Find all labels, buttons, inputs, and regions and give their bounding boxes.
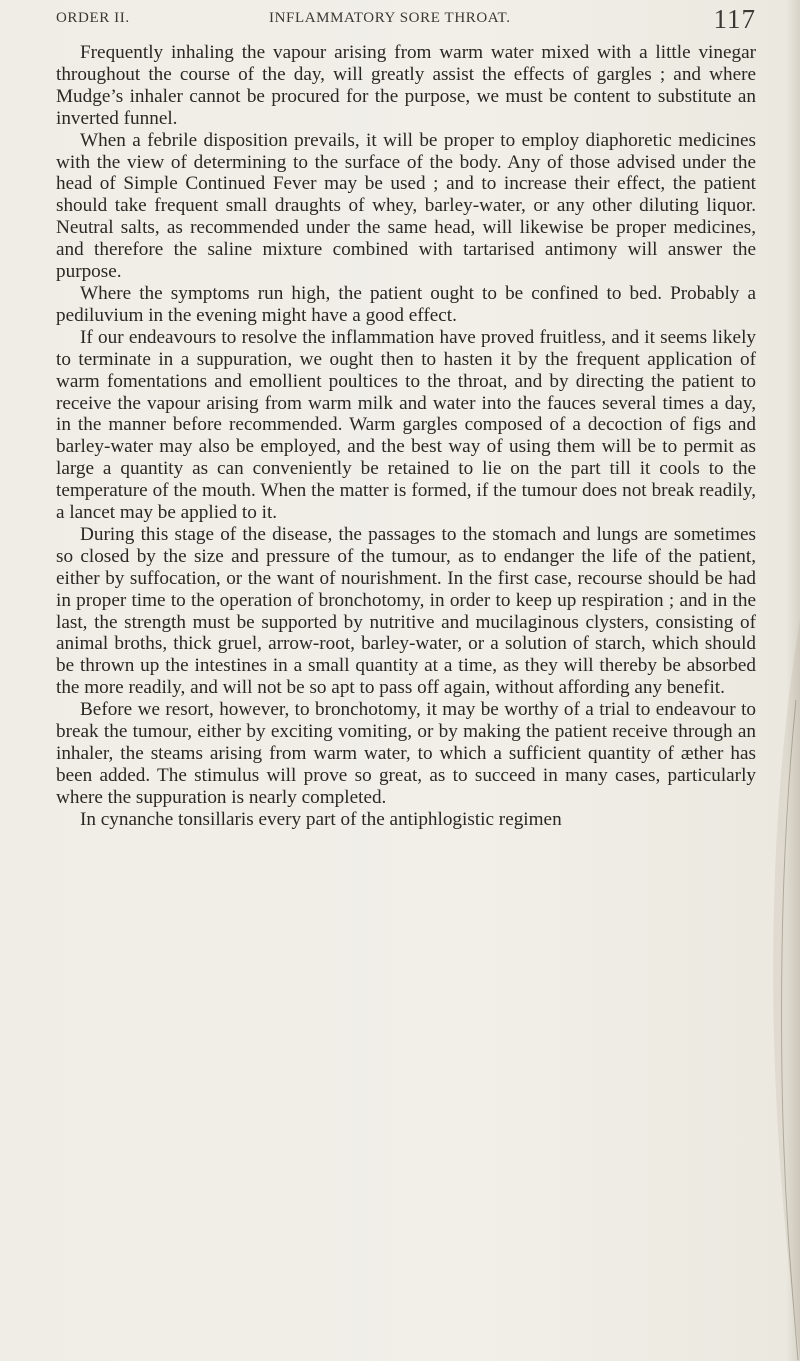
running-header: [56, 4, 756, 40]
paragraph-suppuration: If our endeavours to resolve the inflammation have proved fruitless, and it seems likely to terminate in a suppuration, we ought then to hasten it by the frequent application of warm fomentations and emollient poultices to the throat, and by directing the patient to receive the vapour arising from warm milk and water into the fauces several times a day, in the manner before recommended. Warm gargles composed of a decoction of figs and barley-water may also be employed, and the best way of using them will be to permit as large a quantity as can conveniently be retained to lie on the part till it cools to the temperature of the mouth. When the matter is formed, if the tumour does not break readily, a lancet may be applied to it.: [56, 326, 756, 524]
page-edge-curve: [760, 620, 800, 1360]
paragraph-bronchotomy: Before we resort, however, to bronchotomy, it may be worthy of a trial to endeavour to break the tumour, either by exciting vomiting, or by making the patient receive through an inhaler, the steams arising from warm water, to which a sufficient quantity of æther has been added. The stimulus will prove so great, as to succeed in many cases, particularly where the suppuration is nearly completed.: [56, 699, 756, 808]
paragraph-symptoms: Where the symptoms run high, the patient ought to be confined to bed. Probably a pediluvium in the evening might have a good effect.: [56, 282, 756, 326]
paragraph-febrile: When a febrile disposition prevails, it will be proper to employ diaphoretic medicines with the view of determining to the surface of the body. Any of those advised under the head of Simple Continued Fever may be used ; and to increase their effect, the patient should take frequent small draughts of whey, barley-water, or any other diluting liquor. Neutral salts, as recommended under the same head, will likewise be proper medicines, and therefore the saline mixture combined with tartarised antimony will answer the purpose.: [56, 129, 756, 283]
paragraph-passages: During this stage of the disease, the passages to the stomach and lungs are sometimes so closed by the size and pressure of the tumour, as to endanger the life of the patient, either by suffocation, or the want of nourishment. In the first case, recourse should be had in proper time to the operation of bronchotomy, in order to keep up respiration ; and in the last, the strength must be supported by nutritive and mucilaginous clysters, consisting of animal broths, thick gruel, arrow-root, barley-water, or a solution of starch, which should be thrown up the intestines in a small quantity at a time, as they will thereby be absorbed the more readily, and will not be so apt to pass off again, without affording any benefit.: [56, 523, 756, 699]
order-label: ORDER II.: [56, 10, 130, 26]
page-number: 117: [713, 4, 756, 34]
paragraph-inhaling: Frequently inhaling the vapour arising from warm water mixed with a little vinegar throughout the course of the day, will greatly assist the effects of gargles ; and where Mudge’s inhaler cannot be procured for the purpose, we must be content to substitute an inverted funnel.: [56, 42, 756, 129]
body-text: [56, 42, 756, 831]
chapter-title: INFLAMMATORY SORE THROAT.: [269, 10, 511, 26]
paragraph-cynanche: In cynanche tonsillaris every part of the antiphlogistic regimen: [80, 808, 562, 830]
